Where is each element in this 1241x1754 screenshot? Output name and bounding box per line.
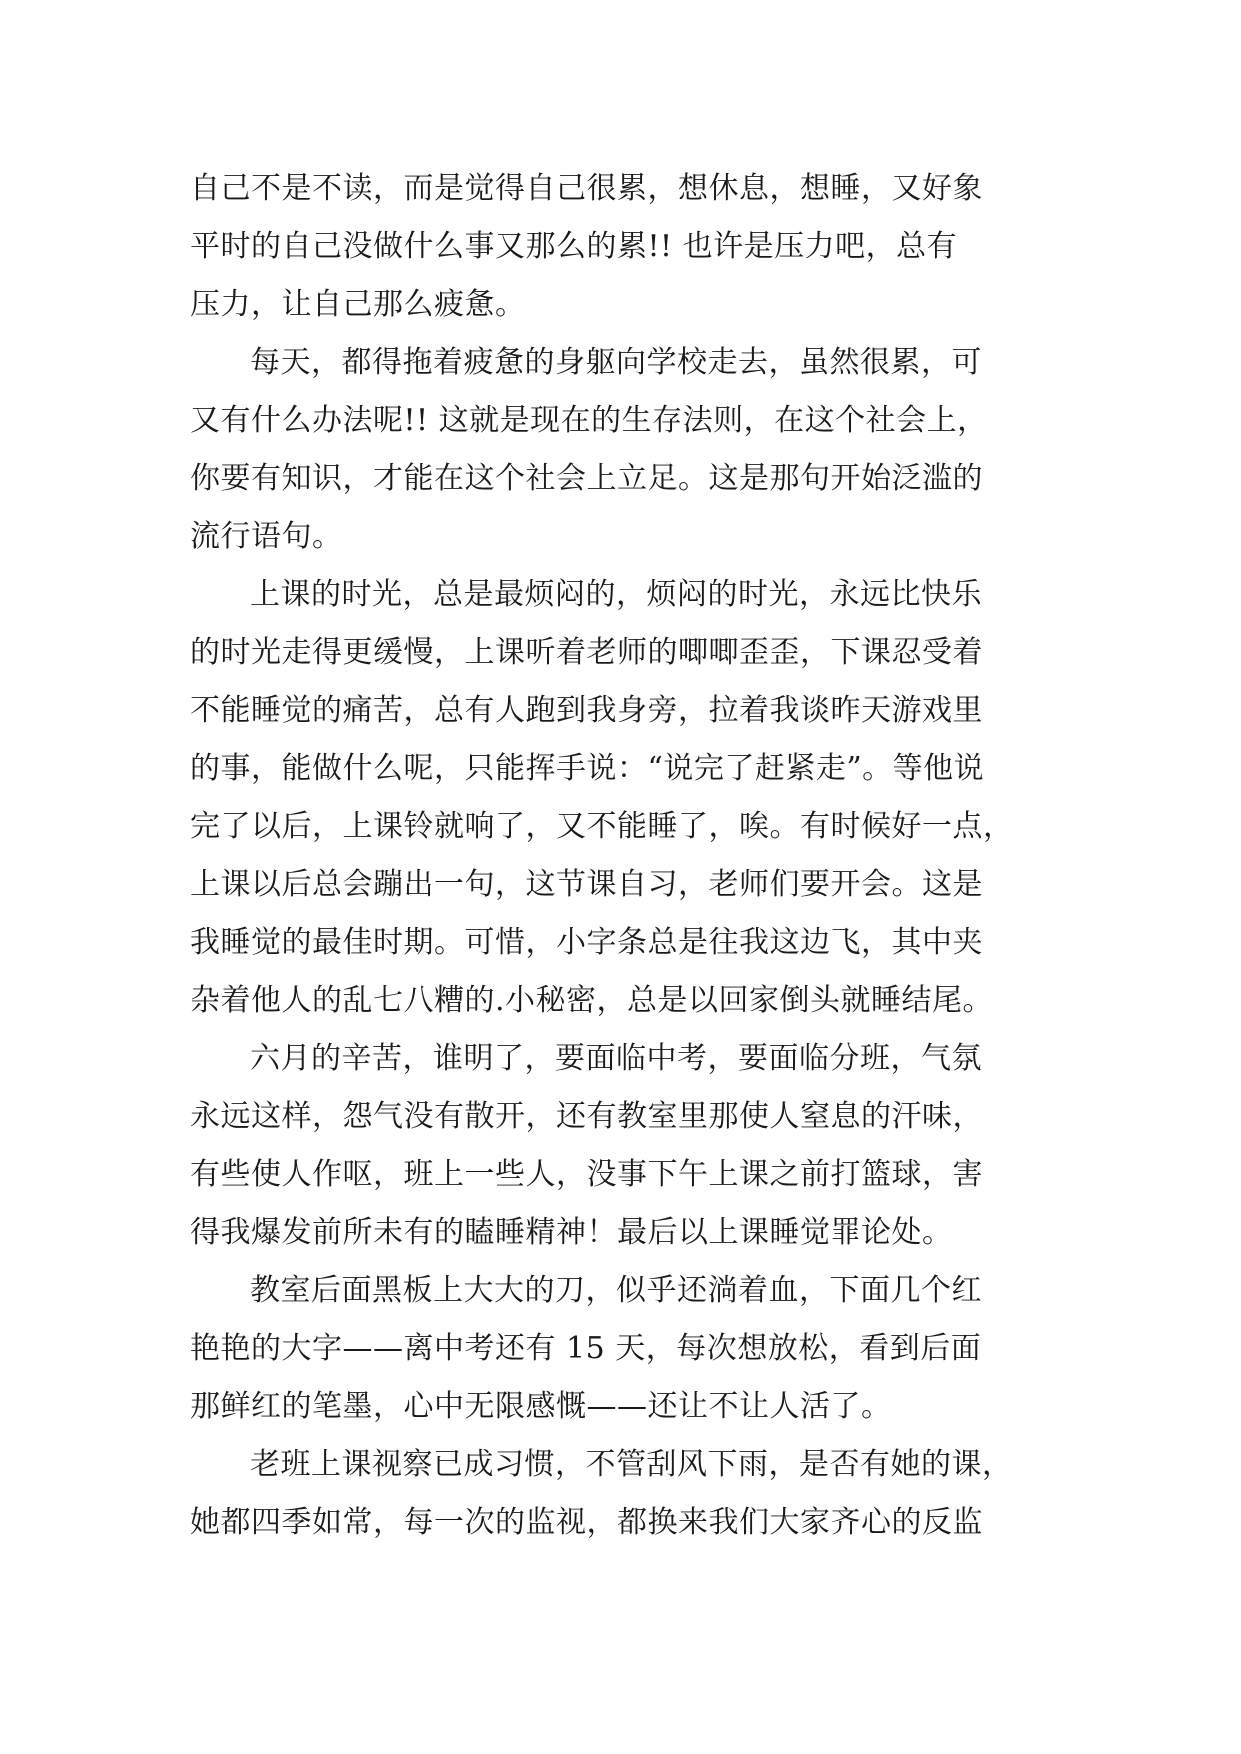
text-line: 平时的自己没做什么事又那么的累!! 也许是压力吧，总有	[190, 229, 958, 264]
text-line: 上课以后总会蹦出一句，这节课自习，老师们要开会。这是	[190, 867, 983, 902]
text-line: 又有什么办法呢!! 这就是现在的生存法则，在这个社会上，	[190, 403, 988, 438]
text-line: 艳艳的大字——离中考还有 15 天，每次想放松，看到后面	[190, 1331, 982, 1366]
text-line: 上课的时光，总是最烦闷的，烦闷的时光，永远比快乐	[250, 577, 982, 612]
text-line: 我睡觉的最佳时期。可惜，小字条总是往我这边飞，其中夹	[190, 925, 983, 960]
text-line: 不能睡觉的痛苦，总有人跑到我身旁，拉着我谈昨天游戏里	[190, 693, 983, 728]
text-line: 永远这样，怨气没有散开，还有教室里那使人窒息的汗味，	[190, 1099, 983, 1134]
text-line: 教室后面黑板上大大的刀，似乎还淌着血，下面几个红	[250, 1273, 982, 1308]
text-line: 得我爆发前所未有的瞌睡精神！最后以上课睡觉罪论处。	[190, 1215, 953, 1250]
text-line: 杂着他人的乱七八糟的.小秘密，总是以回家倒头就睡结尾。	[190, 983, 994, 1018]
text-line: 流行语句。	[190, 519, 343, 554]
body-text	[190, 160, 1050, 1552]
text-line: 压力，让自己那么疲惫。	[190, 287, 526, 322]
text-line: 六月的辛苦，谁明了，要面临中考，要面临分班，气氛	[250, 1041, 982, 1076]
text-line: 的事，能做什么呢，只能挥手说：“说完了赶紧走”。等他说	[190, 751, 985, 786]
text-line: 的时光走得更缓慢，上课听着老师的唧唧歪歪，下课忍受着	[190, 635, 983, 670]
text-line: 那鲜红的笔墨，心中无限感慨——还让不让人活了。	[190, 1389, 892, 1424]
text-line: 有些使人作呕，班上一些人，没事下午上课之前打篮球，害	[190, 1157, 983, 1192]
text-line: 自己不是不读，而是觉得自己很累，想休息，想睡，又好象	[190, 171, 983, 206]
text-line: 每天，都得拖着疲惫的身躯向学校走去，虽然很累，可	[250, 345, 982, 380]
text-line: 完了以后，上课铃就响了，又不能睡了，唉。有时候好一点，	[190, 809, 1014, 844]
text-line: 她都四季如常，每一次的监视，都换来我们大家齐心的反监	[190, 1505, 983, 1540]
text-line: 你要有知识，才能在这个社会上立足。这是那句开始泛滥的	[190, 461, 983, 496]
text-line: 老班上课视察已成习惯，不管刮风下雨，是否有她的课，	[250, 1447, 1013, 1482]
